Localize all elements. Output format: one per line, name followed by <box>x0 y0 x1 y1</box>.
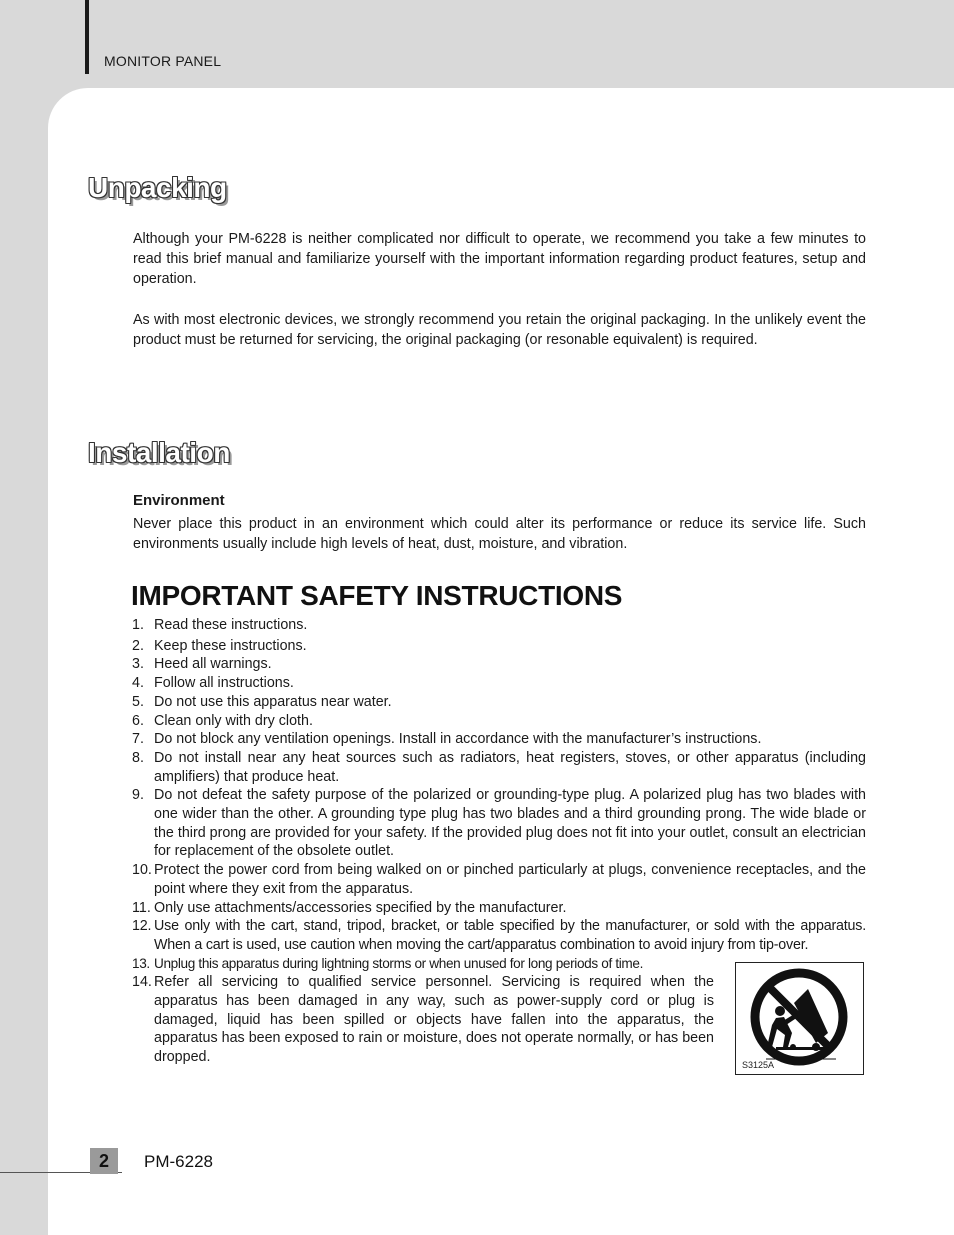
list-item-text: Unplug this apparatus during lightning storms or when unused for long periods of time. <box>154 955 644 971</box>
list-item-number: 11. <box>132 899 151 916</box>
list-item <box>132 693 866 712</box>
list-item <box>132 616 866 635</box>
section-label: MONITOR PANEL <box>104 53 222 69</box>
list-item-number: 12. <box>132 918 152 935</box>
list-item-text: Clean only with dry cloth. <box>154 712 313 729</box>
list-item-number: 1. <box>132 617 144 633</box>
figure-label: S3125A <box>742 1060 775 1070</box>
list-item-text: Refer all servicing to qualified service personnel. Servicing is required when the apparatus has been damaged in any way, such as power-supply cord or plug is damaged, liquid has been spilled or objects have fallen into the apparatus, the apparatus has been exposed to rain or moisture, does not operate normally, or has been dropped. <box>154 974 714 1066</box>
list-item-text: Do not install near any heat sources such as radiators, heat registers, stoves, or other apparatus (including amplifiers) that produce heat. <box>154 749 866 785</box>
list-item-text: Read these instructions. <box>154 617 308 633</box>
list-item <box>132 749 866 786</box>
list-item-number: 3. <box>132 656 144 673</box>
list-item <box>132 674 866 693</box>
list-item <box>132 917 866 954</box>
list-item-text: Do not use this apparatus near water. <box>154 693 392 710</box>
list-item-number: 10. <box>132 862 152 879</box>
cart-tip-over-warning-icon <box>736 963 862 1073</box>
list-item-text: Do not block any ventilation openings. Install in accordance with the manufacturer’s instructions. <box>154 731 762 748</box>
list-item-text: Only use attachments/accessories specified by the manufacturer. <box>154 899 567 916</box>
page-number: 2 <box>90 1148 118 1174</box>
list-item-number: 14. <box>132 974 152 991</box>
list-item-number: 9. <box>132 787 144 804</box>
list-item <box>132 973 714 1067</box>
installation-heading: Installation <box>88 437 230 468</box>
list-item <box>132 861 866 898</box>
list-item-number: 7. <box>132 731 144 748</box>
list-item-number: 4. <box>132 675 144 692</box>
list-item-number: 5. <box>132 693 144 710</box>
list-item <box>132 637 866 656</box>
list-item-number: 8. <box>132 749 144 766</box>
list-item-number: 2. <box>132 637 144 654</box>
list-item-text: Heed all warnings. <box>154 656 272 673</box>
unpacking-paragraph-2: As with most electronic devices, we strongly recommend you retain the original packaging. In the unlikely event the product must be returned for servicing, the original packaging (or resonable equivalent) is required. <box>133 312 866 348</box>
list-item <box>132 655 866 674</box>
environment-paragraph: Never place this product in an environment which could alter its performance or reduce its service life. Such environments usually include high levels of heat, dust, moisture, and vibration. <box>133 516 866 552</box>
list-item-text: Keep these instructions. <box>154 637 307 654</box>
list-item <box>132 899 866 918</box>
list-item <box>132 712 866 731</box>
footer-model-name: PM-6228 <box>144 1152 213 1171</box>
list-item <box>132 730 866 749</box>
unpacking-heading: Unpacking <box>88 172 227 203</box>
list-item-number: 6. <box>132 712 144 729</box>
environment-heading: Environment <box>133 492 225 509</box>
list-item-text: Use only with the cart, stand, tripod, bracket, or table specified by the manufacturer, or sold with the apparatus. When a cart is used, use caution when moving the cart/apparatus combination to avoid injury from tip-over. <box>154 918 866 953</box>
list-item-number: 13. <box>132 955 150 971</box>
list-item-text: Do not defeat the safety purpose of the polarized or grounding-type plug. A polarized plug has two blades with one wider than the other. A grounding type plug has two blades and a third grounding prong. The wide blade or the third prong are provided for your safety. If the provided plug does not fit into your outlet, consult an electrician for replacement of the obsolete outlet. <box>154 787 866 860</box>
cart-warning-figure <box>735 962 864 1075</box>
list-item <box>132 786 866 861</box>
list-item-text: Protect the power cord from being walked on or pinched particularly at plugs, convenience receptacles, and the point where they exit from the apparatus. <box>154 862 866 897</box>
safety-instructions-title: IMPORTANT SAFETY INSTRUCTIONS <box>131 580 623 611</box>
list-item-text: Follow all instructions. <box>154 675 294 692</box>
unpacking-paragraph-1: Although your PM-6228 is neither complicated nor difficult to operate, we recommend you take a few minutes to read this brief manual and familiarize yourself with the important information regarding product features, setup and operation. <box>133 231 866 287</box>
header-rule <box>85 0 89 74</box>
